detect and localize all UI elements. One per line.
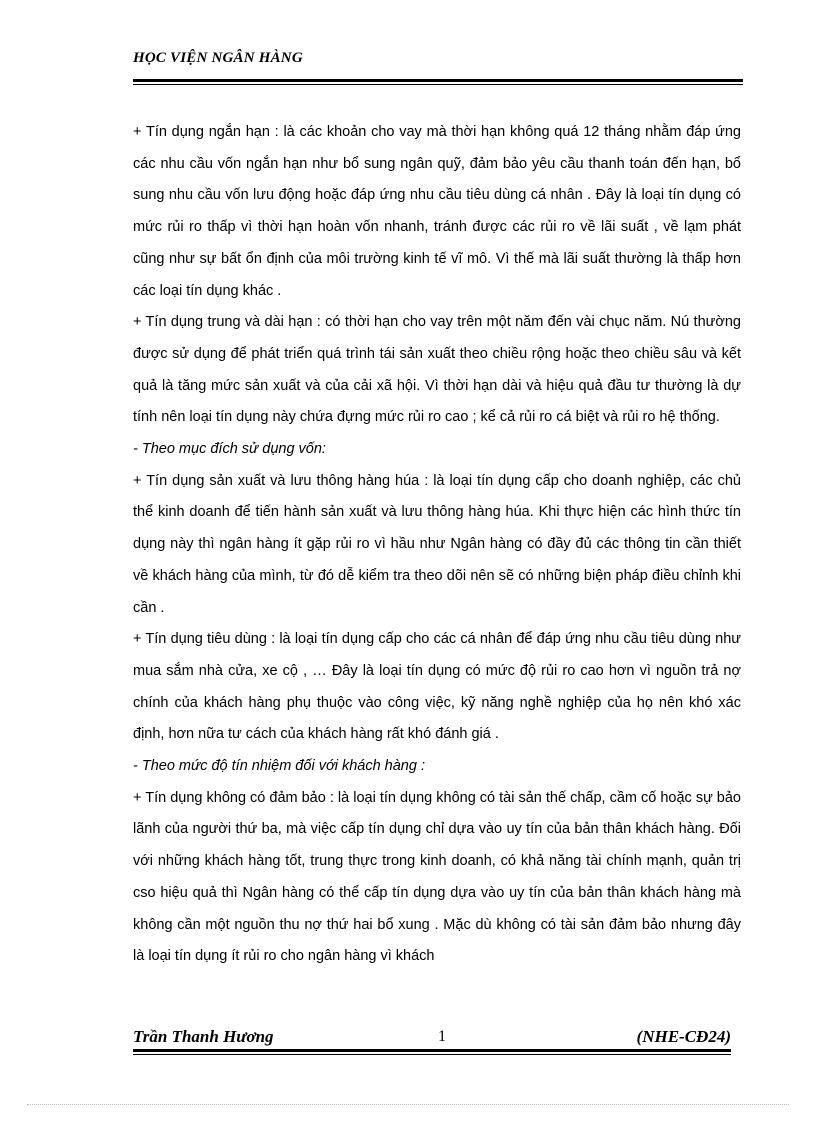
paragraph-short-term-credit: + Tín dụng ngắn hạn : là các khoản cho vay mà thời hạn không quá 12 tháng nhằm đáp ứng các nhu cầu vốn ngắn hạn như bổ sung ngân quỹ, đảm bảo yêu cầu thanh toán đến hạn, bổ sung nhu cầu vốn lưu động hoặc đáp ứng nhu cầu tiêu dùng cá nhân . Đây là loại tín dụng có mức rủi ro thấp vì thời hạn hoàn vốn nhanh, tránh được các rủi ro về lãi suất , về lạm phát cũng như sự bất ổn định của môi trường kinh tế vĩ mô. Vì thế mà lãi suất thường là thấp hơn các loại tín dụng khác .	[133, 124, 741, 299]
paragraph-production-credit: + Tín dụng sản xuất và lưu thông hàng húa : là loại tín dụng cấp cho doanh nghiệp, các chủ thể kinh doanh để tiến hành sản xuất và lưu thông hàng húa. Khi thực hiện các hình thức tín dụng này thì ngân hàng ít gặp rủi ro vì hầu như Ngân hàng có đầy đủ các thông tin cần thiết về khách hàng của mình, từ đó dễ kiểm tra theo dõi nên sẽ có những biện pháp điều chỉnh khi cần .	[133, 472, 741, 616]
paragraph-medium-long-term-credit: + Tín dụng trung và dài hạn : có thời hạn cho vay trên một năm đến vài chục năm. Nú thường được sử dụng để phát triển quá trình tái sản xuất theo chiều rộng hoặc theo chiều sâu và kết quả là tăng mức sản xuất và của cải xã hội. Vì thời hạn dài và hiệu quả đầu tư thường là dự tính nên loại tín dụng này chứa đựng mức rủi ro cao ; kể cả rủi ro cá biệt và rủi ro hệ thống.	[133, 314, 741, 426]
heading-by-trust-level: - Theo mức độ tín nhiệm đối với khách hàng :	[133, 758, 425, 775]
footer-code: (NHE-CĐ24)	[636, 1027, 731, 1046]
header-rule-thin	[133, 84, 743, 85]
page-footer	[133, 1027, 743, 1067]
page-bottom-border	[27, 1104, 789, 1105]
footer-rule-thin	[133, 1054, 731, 1055]
footer-rule	[133, 1049, 731, 1052]
body-text	[133, 117, 741, 973]
footer-author: Trần Thanh Hương	[133, 1027, 274, 1046]
heading-by-purpose: - Theo mục đích sử dụng vốn:	[133, 441, 326, 458]
header-title: HỌC VIỆN NGÂN HÀNG	[133, 50, 303, 66]
page-header	[133, 50, 743, 67]
paragraph-consumer-credit: + Tín dụng tiêu dùng : là loại tín dụng cấp cho các cá nhân để đáp ứng nhu cầu tiêu dùng như mua sắm nhà cửa, xe cộ , … Đây là loại tín dụng có mức độ rủi ro cao hơn vì nguồn trả nợ chính của khách hàng phụ thuộc vào công việc, kỹ năng nghề nghiệp của họ nên khó xác định, hơn nữa tư cách của khách hàng rất khó đánh giá .	[133, 631, 741, 743]
paragraph-unsecured-credit: + Tín dụng không có đảm bảo : là loại tín dụng không có tài sản thế chấp, cầm cố hoặc sự bảo lãnh của người thứ ba, mà việc cấp tín dụng chỉ dựa vào uy tín của bản thân khách hàng. Đối với những khách hàng tốt, trung thực trong kinh doanh, có khả năng tài chính mạnh, quản trị cso hiệu quả thì Ngân hàng có thể cấp tín dụng dựa vào uy tín của bản thân khách hàng mà không cần một nguồn thu nợ thứ hai bổ xung . Mặc dù không có tài sản đảm bảo nhưng đây là loại tín dụng ít rủi ro cho ngân hàng vì khách	[133, 789, 741, 965]
footer-page-number: 1	[438, 1028, 446, 1045]
header-rule	[133, 79, 743, 82]
